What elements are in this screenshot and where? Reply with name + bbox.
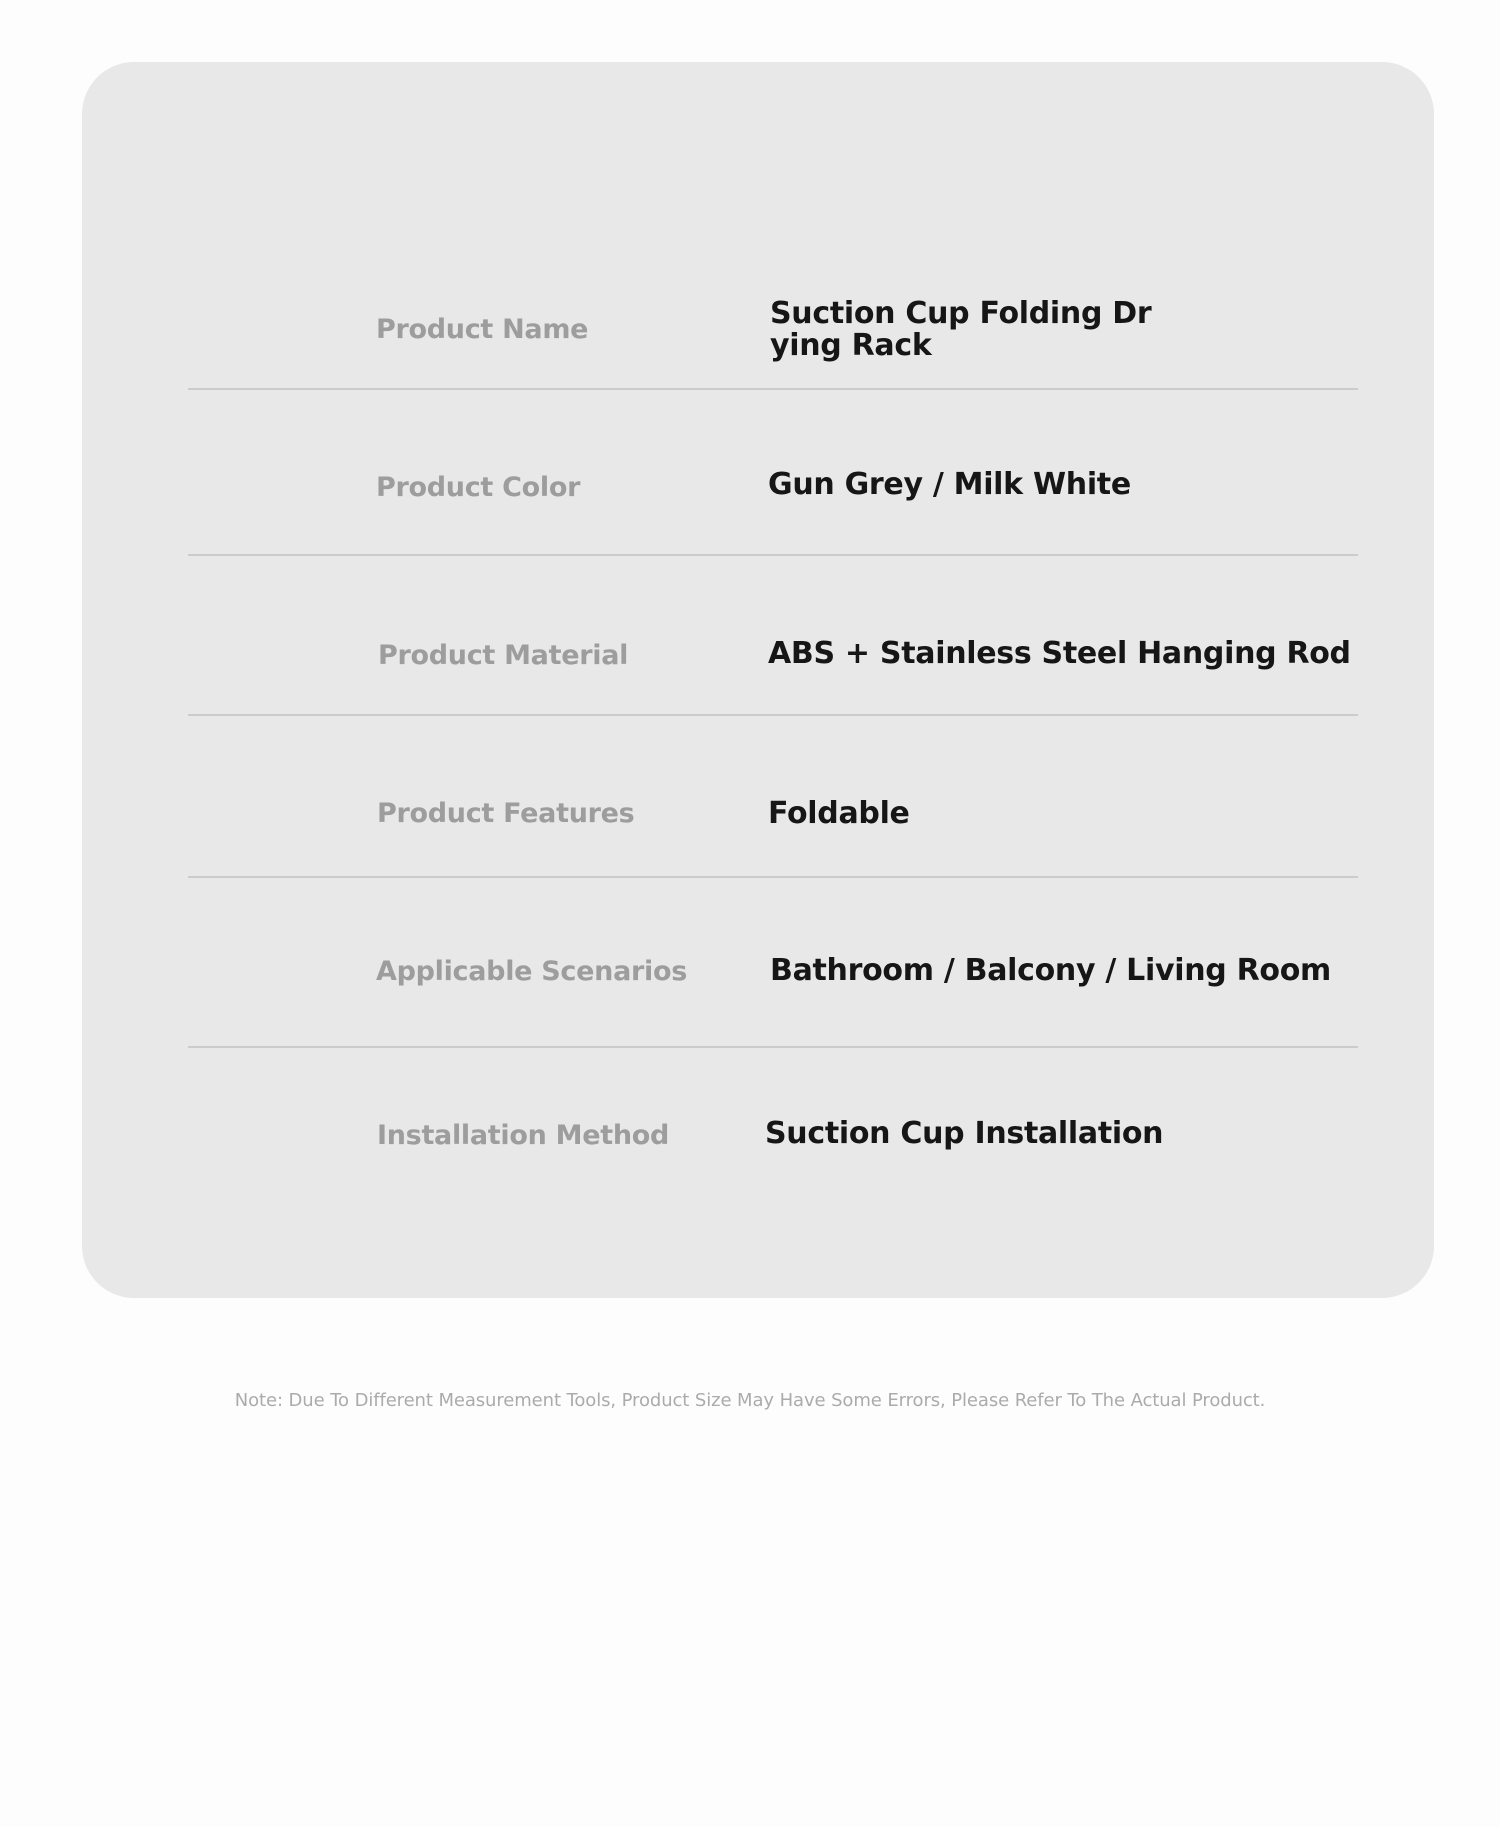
disclaimer-note: Note: Due To Different Measurement Tools, Product Size May Have Some Errors, Please Refer To The Actual Product. [234, 1390, 1266, 1411]
spec-row-product-features [188, 716, 1358, 878]
spec-row-product-name [188, 202, 1358, 390]
spec-label: Product Color [376, 472, 581, 503]
spec-label: Product Material [378, 640, 629, 671]
spec-row-product-material [188, 556, 1358, 716]
spec-label: Installation Method [377, 1120, 670, 1151]
spec-row-applicable-scenarios [188, 878, 1358, 1048]
spec-row-product-color [188, 390, 1358, 556]
spec-row-installation-method [188, 1048, 1358, 1198]
spec-value: Suction Cup Folding Drying Rack [770, 296, 1152, 363]
spec-label: Applicable Scenarios [376, 956, 687, 987]
spec-value: Suction Cup Installation [765, 1116, 1164, 1151]
spec-value: ABS + Stainless Steel Hanging Rod [768, 636, 1351, 671]
spec-label: Product Features [377, 798, 635, 829]
spec-value: Foldable [768, 796, 910, 831]
spec-value: Bathroom / Balcony / Living Room [770, 953, 1331, 988]
spec-label: Product Name [376, 314, 589, 345]
spec-card [82, 62, 1434, 1298]
spec-value: Gun Grey / Milk White [768, 467, 1131, 502]
